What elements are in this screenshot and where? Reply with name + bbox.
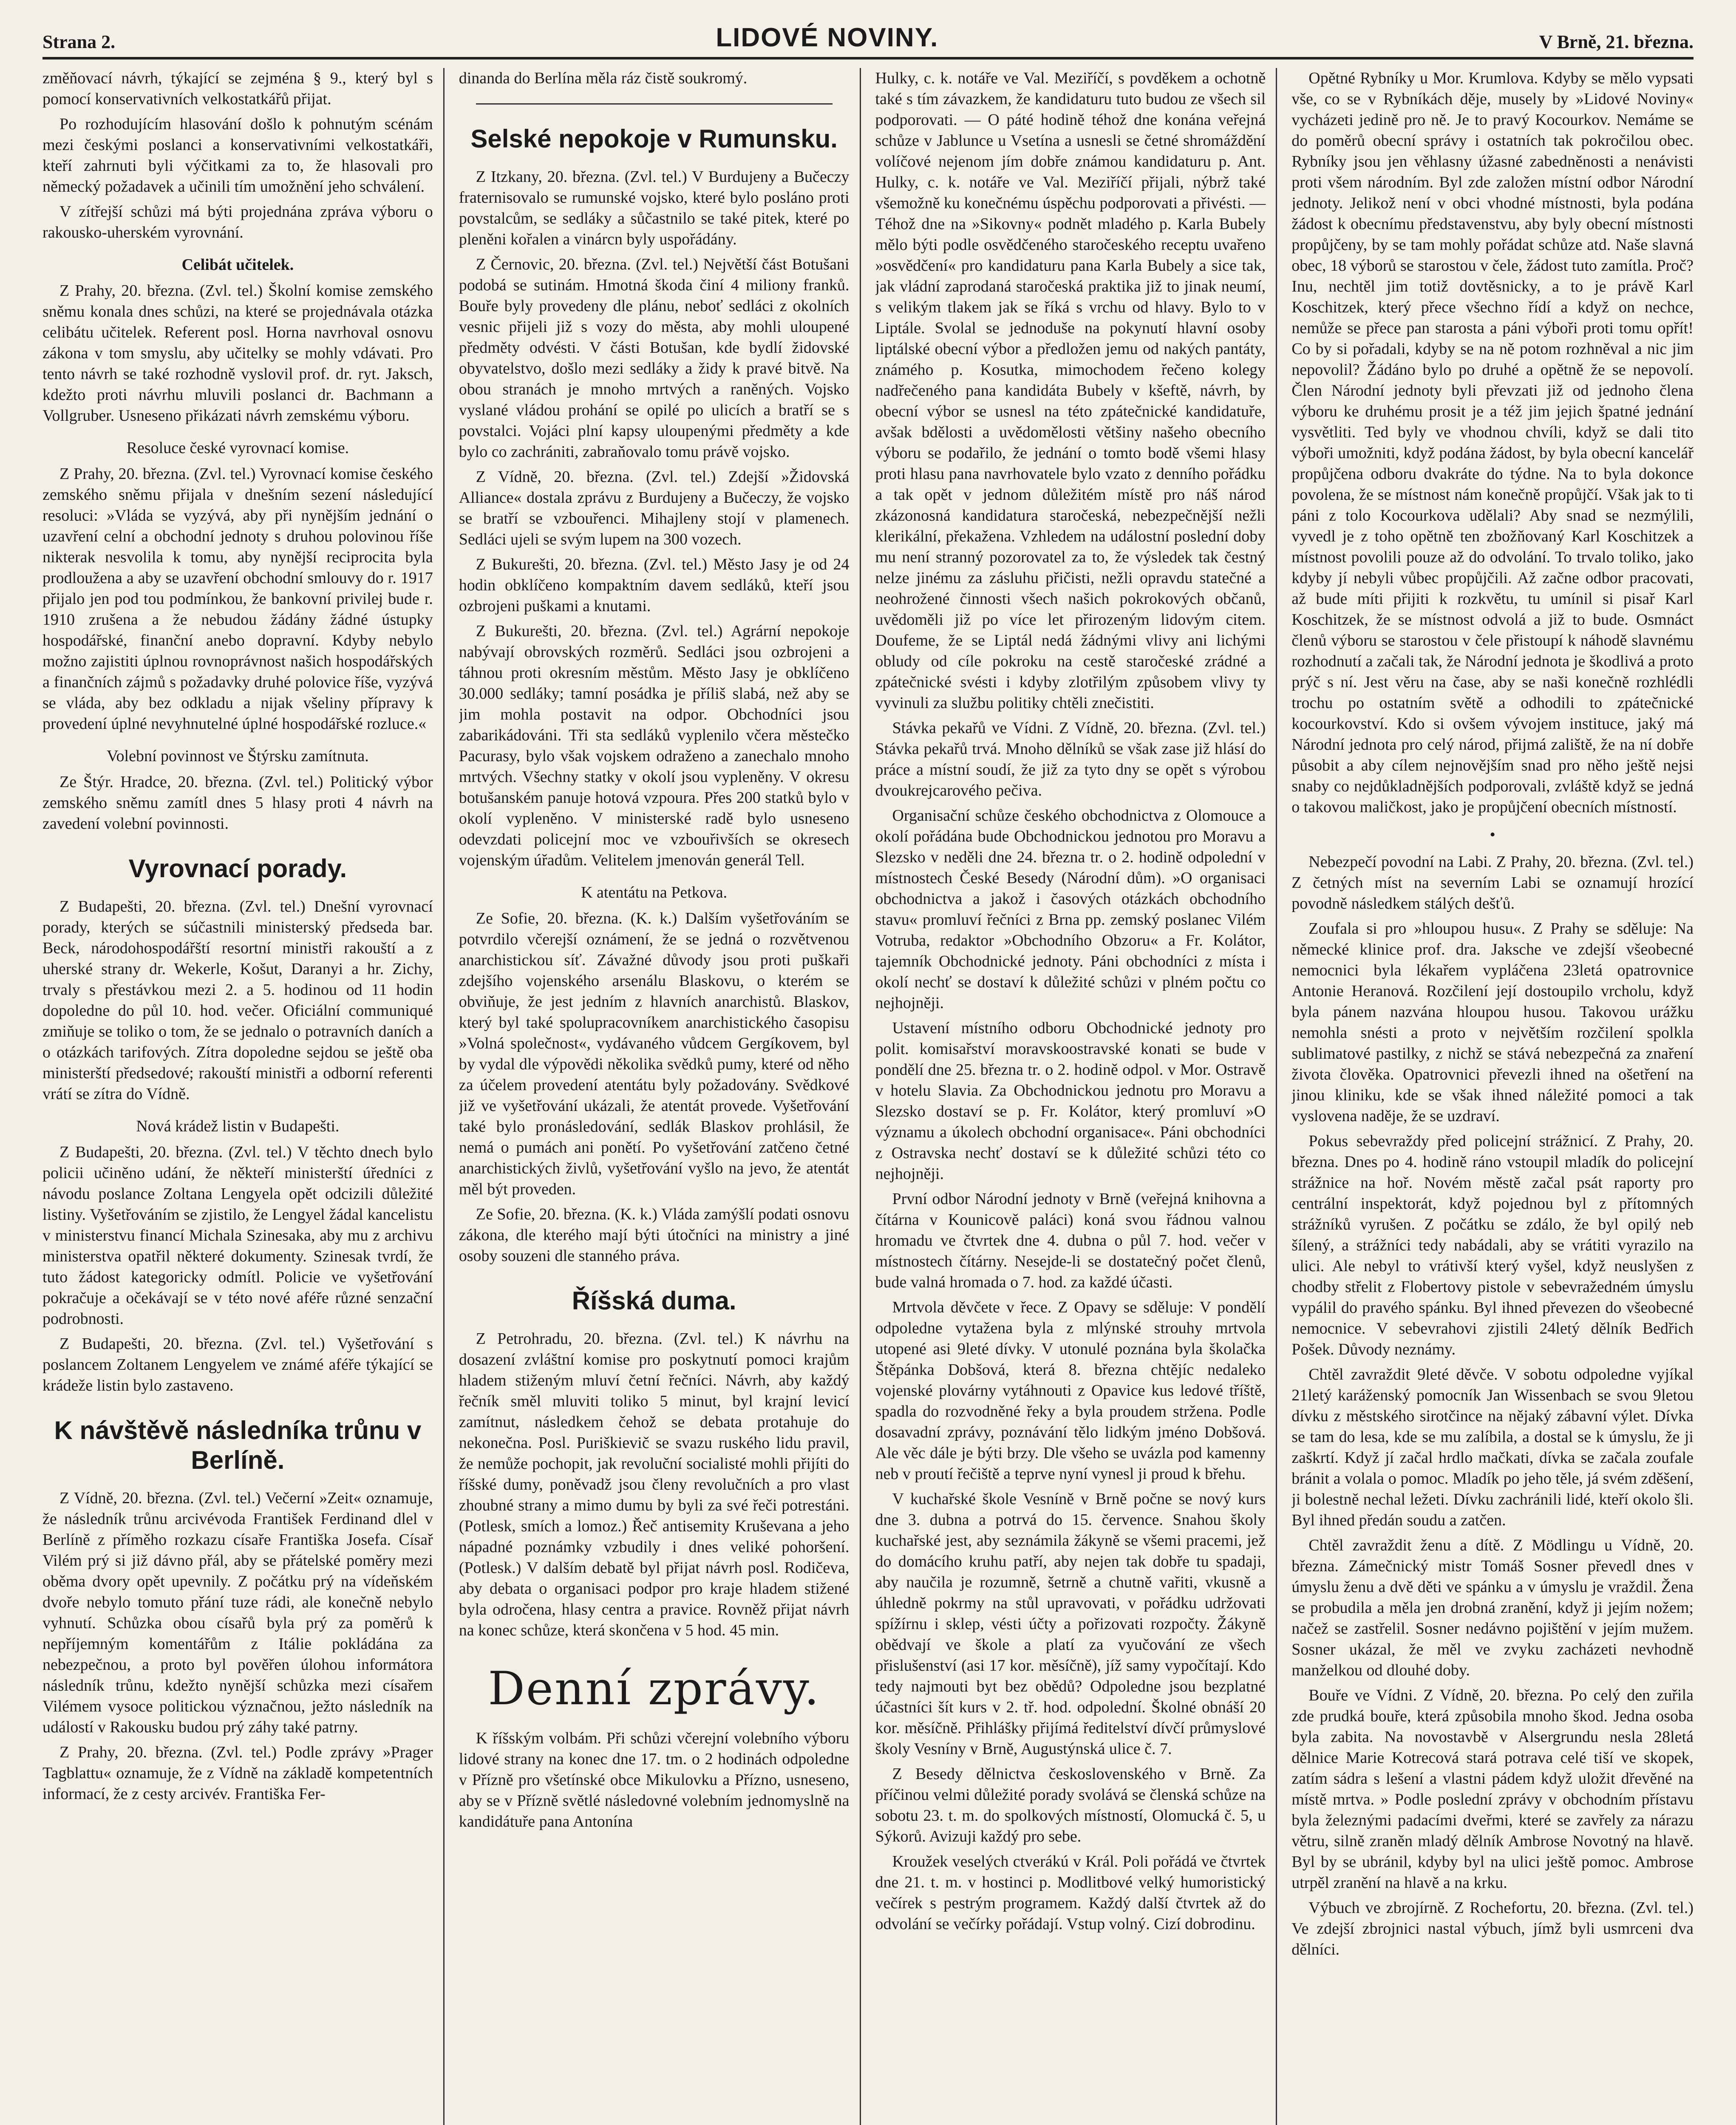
article-paragraph: Z Vídně, 20. března. (Zvl. tel.) Zdejší »Židovská Alliance« dostala zprávu z Burdujeny a Bučeczy, že vojsko se bratří se vzbouřenci. Mihajleny stojí v plamenech. Sedláci ujeli se svým lupem na 300 vozech. [459, 468, 850, 548]
article-paragraph: Ustavení místního odboru Obchodnické jednoty pro polit. komisařství moravskoostravské konati se bude v pondělí dne 25. března tr. o 2. hodině odpol. v Mor. Ostravě v hotelu Slavia. Za Obchodnickou jednotu pro Moravu a Slezsko dostaví se p. Fr. Kolátor, který promluví »O významu a úkolech obchodní organisace«. Páni obchodníci z Ostravska nechť dostaví se k důležité schůzi této co nejhojněji. [875, 1019, 1266, 1183]
article-paragraph: Stávka pekařů ve Vídni. Z Vídně, 20. března. (Zvl. tel.) Stávka pekařů trvá. Mnoho dělníků se však zase již hlásí do práce a místní soudí, že již za tyto dny se opět s výrobou dvoukrejcarového pečiva. [875, 719, 1266, 799]
article-paragraph: Z Budapešti, 20. března. (Zvl. tel.) Dnešní vyrovnací porady, kterých se súčastnili ministerský předseda bar. Beck, národohospodářští resortní ministři rakouští a z uherské strany dr. Wekerle, Košut, Daranyi a hr. Zichy, trvaly s přestávkou mezi 2. a 5. hodinou od 11 hodin dopoledne do půl 10. hod. večer. Oficiální communiqué zmiňuje se toliko o tom, že se jednalo o potravních daních a o otázkách tarifových. Zítra dopoledne sejdou se ještě oba ministerští předsedové; rakouští ministři a odborní referenti vrátí se zítra do Vídně. [42, 898, 433, 1103]
article-paragraph: Z Itzkany, 20. března. (Zvl. tel.) V Burdujeny a Bučeczy fraternisovalo se rumunské vojsko, které bylo posláno proti povstalcům, se sedláky a sůčastnilo se také pitek, které po pleněni kořalen a vinárcn byly uspořádány. [459, 168, 850, 248]
headline: Celibát učitelek. [181, 256, 294, 274]
section-title: Denní zprávy. [488, 1662, 820, 1715]
article-paragraph: Mrtvola děvčete v řece. Z Opavy se sděluje: V pondělí odpoledne vytažena byla z mlýnské strouhy mrtvola utopené asi 9leté dívky. V utonulé poznána byla školačka Štěpánka Dobšová, která 8. března chtějíc nedaleko vojenské plovárny vytáhnouti z Opavice kus ledové tříště, spadla do rozvodněné řeky a byla proudem stržena. Podle dosavadní zprávy, poznávání tělo lidkým jméno Dobšová. Ale věc dále je býti brzy. Dle všeho se uvázla pod kamenny neb v proutí řečiště a teprve nyní vynesl ji proud k břehu. [875, 1298, 1266, 1483]
article-paragraph: dinanda do Berlína měla ráz čistě soukromý. [459, 69, 748, 87]
article-paragraph: Z Budapešti, 20. března. (Zvl. tel.) V těchto dnech bylo policii učiněno udání, že někteří ministerští úředníci z návodu poslance Zoltana Lengyela opět odcizili důležité listiny. Vyšetřováním se zjistilo, že Lengyel žádal kancelistu v ministerstvu financí Michala Szinesaka, aby mu z archivu ministerstva opatřil některé dokumenty. Szinesak tvrdí, že tuto žádost kategoricky odmítl. Policie ve vyšetřování pokračuje a očekávají se v této nové aféře různé senzační podrobnosti. [42, 1143, 433, 1328]
article-paragraph: Chtěl zavraždit ženu a dítě. Z Mödlingu u Vídně, 20. března. Zámečnický mistr Tomáš Sosner převedl dnes v úmyslu ženu a dvě děti ve spánku a v úmyslu je vraždil. Žena se probudila a měla jen drobná zranění, když ji jejím nožem; načež se zastřelil. Sosner nedávno pojištění v jejím mužem. Sosner ukázal, že měl ve zvyku zacházeti nevhodně manželkou od dlouhé doby. [1291, 1536, 1694, 1679]
article-paragraph: Bouře ve Vídni. Z Vídně, 20. března. Po celý den zuřila zde prudká bouře, která způsobila mnoho škod. Jedna osoba byla zabita. Na novostavbě v Alsergrundu nesla 28letá dělnice Marie Kotrecová stará potrava celé tiší ve skopek, zatím sádra s lešení a vlastni pádem když uložit dřevěné na místě mrtva. » Podle poslední zprávy v obchodním přístavu byla železnými padacími dveřmi, které se zavřely za nárazu větru, silně zraněn mladý dělník Ambrose Novotný na hlavě. Byl by se ubránil, kdyby byl na ulici ještě pomoc. Ambrose utrpěl zranění na hlavě a na krku. [1291, 1686, 1694, 1892]
article-paragraph: Z Vídně, 20. března. (Zvl. tel.) Večerní »Zeit« oznamuje, že následník trůnu arcivévoda František Ferdinand dlel v Berlíně z příměho rozkazu císaře Františka Josefa. Císař Vilém prý si již dávno přál, aby se přátelské poměry mezi oběma dvory opět upevnily. Z počátku prý na vídeňském dvoře nebylo tomuto přání tuze rádi, ale konečně nebylo vyhnutí. Schůzka obou císařů byla prý za poměrů k nepříjemným komentářům z Itálie pokládána za nebezpečnou, a proto byl pověřen úlohou informátora následník trůnu, kdežto nynější schůzka mezi císařem Vilémem vysoce politickou význačnou, ježto následník na událostí v Rakousku budou prý záhy také patrny. [42, 1489, 433, 1736]
article-paragraph: Kroužek veselých ctverákú v Král. Poli pořádá ve čtvrtek dne 21. t. m. v hostinci p. Modlitbové velký humoristický večírek s pestrým programem. Každý další čtvrtek až do odvolání se večírky pořádají. Vstup volný. Cizí dobrodinu. [875, 1853, 1266, 1933]
headline: Volební povinnost ve Štýrsku zamítnuta. [106, 747, 369, 765]
newspaper-page [42, 23, 1694, 2125]
article-paragraph: Z Prahy, 20. března. (Zvl. tel.) Školní komise zemského sněmu konala dnes schůzi, na které se projednávala otázka celibátu učitelek. Referent posl. Horna navrhoval osnovu zákona v tom smyslu, aby učitelky se mohly vdávati. Pro tento návrh se také rozhodně vyslovil prof. dr. ryt. Jaksch, kdežto proti návrhu mluvili poslanci dr. Bachmann a Vollgruber. Usneseno přikázati návrh zemskému výboru. [42, 282, 433, 425]
article-paragraph: Z Prahy, 20. března. (Zvl. tel.) Vyrovnací komise českého zemského sněmu přijala v dnešním sezení následující resoluci: »Vláda se vyzývá, aby při nynějším jednání o uzavření celní a obchodní jednoty s druhou polovinou říše nikterak nesvolila k tomu, aby nynější reciprocita byla prodloužena a aby se uzavření obchodní smlouvy do r. 1917 přijalo jen pod tou podmínkou, že bankovní privilej bude r. 1910 zrušena a že nebudou žádány žádné ústupky hospodářské, finanční anebo dopravní. Kdyby nebylo možno zajistiti úplnou rovnoprávnost našich hospodářských a finančních zájmů s požadavky druhé polovice říše, vyzývá se vláda, aby bez odkladu a nijak všeliny přípravy k provedení úplné nevyhnutelné úplné hospodářské rozluce.« [42, 465, 433, 733]
page-header [42, 23, 1694, 60]
separator: • [1490, 826, 1495, 844]
article-paragraph: Z Bukurešti, 20. března. (Zvl. tel.) Agrární nepokoje nabývají obrovských rozměrů. Sedláci jsou ozbrojeni a táhnou proti okresním městům. Město Jasy je obklíčeno 30.000 sedláky; tamní posádka je příliš slabá, než aby se jim mohla postavit na odpor. Obchodníci jsou zabarikádováni. Tři sta sedláků vyplenilo včera městečko Pacurasy, bylo však vojskem odraženo a zanechalo mnoho mrtvých. Všechny statky v okolí jsou vypleněny. V okresu botušanském panuje hotová vzpoura. Přes 200 statků bylo v okolí vypleněno. V ministerské radě bylo usneseno odevzdati policejní moc ve vzbouřivších se okresech vojenským úřadům. Velitelem jmenován generál Tell. [459, 622, 850, 869]
column-1 [42, 68, 445, 2125]
article-paragraph: První odbor Národní jednoty v Brně (veřejná knihovna a čítárna v Kounicově paláci) koná svou řádnou valnou hromadu ve čtvrtek dne 4. dubna o půl 7. hod. večer v místnostech čítárny. Nesejde-li se dostatečný počet členů, bude valná hromada o 7. hod. za každé účasti. [875, 1190, 1266, 1291]
article-paragraph: Ze Sofie, 20. března. (K. k.) Dalším vyšetřováním se potvrdilo včerejší oznámení, že se jedná o rozvětvenou anarchistickou síť. Závažné důvody jsou proti puškaři zdejšího vojenského arsenálu Blaskovu, o kterém se obviňuje, že jest jedním z hlavních anarchistů. Blaskov, který byl také spolupracovníkem anarchistického časopisu »Volná společnost«, vydávaného vůdcem Gergíkovem, byl by vydal dle výpovědi několika svědků pumy, které od něho za účelem provedení atentátu byly požadovány. Svědkové již ve vyšetřování ukázali, že atentát provede. Vyšetřování také bylo pronásledování, sedlák Blaskov prohlásil, že nemá o pumách ani ponětí. Po vyšetřování zatčeno četné anarchistických živlů, vyšetřování vyšlo na jevo, že atentát měl být proveden. [459, 910, 850, 1198]
article-paragraph: Z Bukurešti, 20. března. (Zvl. tel.) Město Jasy je od 24 hodin obklíčeno kompaktním davem sedláků, kteří jsou ozbrojeni puškami a knutami. [459, 555, 850, 615]
article-paragraph: Z Budapešti, 20. března. (Zvl. tel.) Vyšetřování s poslancem Zoltanem Lengyelem ve známé aféře týkající se krádeže listin bylo zastaveno. [42, 1335, 433, 1394]
headline: K atentátu na Petkova. [581, 884, 728, 901]
headline: Resoluce české vyrovnací komise. [126, 439, 349, 457]
article-paragraph: Z Besedy dělnictva československého v Brně. Za příčinou velmi důležité porady svolává se členská schůze na sobotu 23. t. m. do spolkových místností, Olomucká č. 5, u Sýkorů. Avizuji každý pro sebe. [875, 1765, 1266, 1845]
headline: K návštěvě následníka trůnu v Berlíně. [54, 1416, 422, 1474]
masthead: LIDOVÉ NOVINY. [716, 23, 939, 52]
column-4 [1291, 68, 1694, 2125]
column-3 [875, 68, 1277, 2125]
article-paragraph: V kuchařské škole Vesníně v Brně počne se nový kurs dne 3. dubna a potrvá do 15. července. Snahou školy kuchařské jest, aby seznámila žákyně se všemi pracemi, jež do domácího kruhu patří, aby nejen tak dobře tu spadaji, aby naučila je rozumně, šetrně a chutně vařiti, vkusně a úhledně pokrmy na stůl upravovati, v pořádku udržovati spížírnu i sklep, vésti účty a pořizovati rozpočty. Žákyně obědvají ve škole a platí za vyučování ze všech přislušenství (asi 17 kor. měsíčně), jíž samy vypočítají. Kdo tedy najmouti byt bez obědů? Odpoledne jsou bezplatné účastníci šít kurs v 2. tř. hod. odpolední. Školné obnáší 20 kor. měsíčně. Přihlášky přijímá ředitelství dívčí průmyslové školy Vesníny v Brně, Augustýnská ulice č. 7. [875, 1490, 1266, 1758]
headline: Říšská duma. [572, 1286, 736, 1315]
article-paragraph: Pokus sebevraždy před policejní strážnicí. Z Prahy, 20. března. Dnes po 4. hodině ráno vstoupil mladík do policejní strážnice na hoř. Novém městě začal psát raporty pro centrální inspektorát, když pojednou byl z přítomných strážníků vyrušen. Z počátku se zdálo, že byl opilý neb šílený, a strážníci tedy nabádali, aby se vrátiti vyrazilo na ulici. Ale nebyl to vrátivší který vyšel, když neuslyšen z chodby střelit z Flobertovy pistole v sebevražedném úmyslu vypálil do pravého spánku. Byl ihned převezen do všeobecné nemocnice. V sebevrahovi zjistili 24letý dělník Bedřich Pošek. Důvody neznámy. [1291, 1132, 1694, 1358]
divider [476, 103, 833, 105]
article-paragraph: změňovací návrh, týkající se zejména § 9., který byl s pomocí konservativních velkostatkářů přijat. [42, 69, 433, 108]
article-paragraph: Výbuch ve zbrojírně. Z Rochefortu, 20. března. (Zvl. tel.) Ve zdejší zbrojnici nastal výbuch, jímž byli usmrceni dva dělníci. [1291, 1899, 1694, 1958]
article-paragraph: Nebezpečí povodní na Labi. Z Prahy, 20. března. (Zvl. tel.) Z četných míst na severním Labi se oznamují hrozící povodně následkem stálých dešťů. [1291, 853, 1694, 912]
article-paragraph: Hulky, c. k. notáře ve Val. Meziříčí, s povděkem a ochotně také s tím závazkem, že kandidaturu tuto budou ze všech sil podporovati. — O páté hodině téhož dne konána veřejná schůze v Jablunce u Vsetína a usnesli se četné shromáždění volíčové nejenom jím dobře známou kandidaturu p. Ant. Hulky, c. k. notáře ve Val. Meziříčí přijali, nýbrž také všemožně ku konečnému úspěchu podporovati a přivésti. — Téhož dne na »Sikovny« podnět mladého p. Karla Bubely mělo býti podle osvědčeného staročeského receptu uvařeno »osvědčení« pro kandidaturu pana Karla Bubely a sice tak, jak vládní zaprodaná staročeská praktika již to jinak neumí, s velikým tlakem jak se říká s vrchu od hlavy. Bylo to v Liptále. Svolal se jednoduše na pokynutí hlavní osoby liptálské obecní výbor a předložen jemu od nakých pantáty, známého p. Kosutka, mimochodem řečeno kolegy nadřečeného pana kandidáta Bubely v kšeftě, návrh, by obecní výbor se usnesl na této zpátečnické kandidatuře, avšak bdělosti a uvědomělosti většiny našeho obecního výboru se podařilo, že jednání o tomto bodě všemi hlasy proti hlasu pana navrhovatele bylo vzato z denního pořádku a tak opět v jednom důležitém místě pro náš národ zkázonosná kandidatura staročeská, nebezpečnější nežli klerikální, překažena. Vzhledem na událostní poslední doby mu není stranný pozorovatel za to, že výsledek tak čestný nelze jinému za zásluhu přičisti, nežli opravdu statečné a neohrožené činnosti všech našich pokrokových občanů, uvědoměli již po více let přirozeným lidovým citem. Doufeme, že se Liptál nedá žádnými vlivy ani lichými obludy od cíle pokroku na cestě staročeské zrádné a zpátečnické svésti i kdyby zlotřilým způsobem vlivy ty vyvinuli za službu politiky chtěli znečistiti. [875, 69, 1266, 712]
article-paragraph: Ze Štýr. Hradce, 20. března. (Zvl. tel.) Politický výbor zemského sněmu zamítl dnes 5 hlasy proti 4 návrh na zavedení volební povinnosti. [42, 773, 433, 833]
headline: Nová krádež listin v Budapešti. [136, 1117, 340, 1135]
article-paragraph: Z Černovic, 20. března. (Zvl. tel.) Největší část Botušani podobá se sutinám. Hmotná škoda činí 4 miliony franků. Bouře byly provedeny dle plánu, neboť sedláci z okolních vesnic přijeli již s vozy do města, aby mohli uloupené předměty odvésti. V části Botušan, kde bydlí židovské obyvatelstvo, došlo mezi sedláky a židy k pravé bitvě. Na obou stranách je mnoho mrtvých a raněných. Vojsko vyslané vládou prohání se opilé po ulicích a bratří se s povstalci. Vojáci plní kapsy uloupenými předměty a kde bylo co zachrániti, zabraňovalo tomu právě vojsko. [459, 255, 850, 461]
article-paragraph: Po rozhodujícím hlasování došlo k pohnutým scénám mezi českými poslanci a konservativními velkostatkáři, kteří zahrnuti byli výčitkami za to, že hlasovali pro německý požadavek a učinili tím umožnění jeho schválení. [42, 115, 433, 196]
article-paragraph: Opětné Rybníky u Mor. Krumlova. Kdyby se mělo vypsati vše, co se v Rybníkách děje, musely by »Lidové Noviny« vycházeti jedině pro ně. Je to pravý Kocourkov. Nemáme se do poměrů obecní správy i ostatních tak pokročilou obec. Rybníky jsou jen věhlasny úžasné zabedněnosti a nenávisti proti všem národním. Byl zde založen místní odbor Národní jednoty. Jelikož není v obci vhodné místnosti, byla podána žádost k obecnímu představenstvu, aby byly obecní místnosti propůjčeny, by se tam mohly pořádat schůze atd. Naše slavná obec, 18 výborů se starostou v čele, žádost tuto zamítla. Proč? Inu, nechtěl jim totiž dovtěsnicky, a to je právě Karl Koschitzek, který přece všechno řídí a když on nechce, nemůže se přece pan starosta a páni výboři proti tomu opřít! Co by si pořadali, kdyby se na ně potom rozhněval a nic jim nepovolil? Žádáno bylo po druhé a opětně že se nepovolí. Člen Národní jednoty byli převzati již od jednoho člena výboru ke druhému prosit je a též jim jejich špatné jednání vysvětliti. Ted byly ve vhodnou chvíli, když se dali tito výboři umožniti, když podána žádost, by byla obecní kancelář propůjčena odboru dvakráte do týdne. Na to byla dokonce povolena, že se místnost nám konečně propůjčí. Však jak to ti páni z tolo Kocourkova udělali? Aby snad se nezmýlili, vyvedl je z toho opětně ten zbožňovaný Karl Koschitzek a místnost povolili pouze až do odvolání. To trvalo toliko, jako kdyby jí nebyli vůbec propůjčili. Až začne odbor pracovati, až bude míti přijiti k rozkvětu, tu umínil si pisař Karl Koschitzek, že se místnost odvolá a již to bude. Osmnáct členů výboru se starostou v čele přistoupí k náhodě slavnému rozhodnutí a začali tak, že Národní jednota je škodlivá a proto prýč s ní. Jest věru na čase, aby se naši konečně rozhlédli trochu po ostatním světě a odhodili to zpátečnické kocourkovství. Kdo si ovšem vývojem instituce, jaký má Národní jednota pro celý národ, přijmá zaliště, že na ní dobře působit a aby cílem nejnovějším snad pro něho ještě nejsi snaby co nejdůkladnějších podporovali, zvláště když se jedná o takovou maličkost, jako je propůjčení obecních místností. [1291, 69, 1694, 816]
page-number: Strana 2. [42, 31, 116, 52]
article-paragraph: Ze Sofie, 20. března. (K. k.) Vláda zamýšlí podati osnovu zákona, dle kterého mají býti útočníci na ministry a jiné osoby souzeni dle stanného práva. [459, 1205, 850, 1265]
article-paragraph: Z Petrohradu, 20. března. (Zvl. tel.) K návrhu na dosazení zvláštní komise pro poskytnutí pomoci krajům hladem stiženým mluví četní řečníci. Návrh, aby každý řečník směl mluviti toliko 5 minut, byl krajní levicí zamítnut, následkem čehož se debata protahuje do nekonečna. Posl. Puriškievič se svazu ruského lidu pravil, že nemůže pochopit, jak revoluční socialisté mohli přijíti do říšské dumy, poněvadž jsou členy revolučních a pro vlast zhoubné strany a mimo dumu by byli za své řeči potrestáni. (Potlesk, smích a lomoz.) Řeč antisemity Kruševana a jeho nápadné poznámky vzbudily i dnes veliké pohoršení. (Potlesk.) V dalším debatě byl přijat návrh posl. Rodičeva, aby debata o organisaci podpor pro kraje hladem stižené byla odročena, hlasy centra a pravice. Rovněž přijat návrh na konec schůze, která skončena v 5 hod. 45 min. [459, 1330, 850, 1639]
headline: Selské nepokoje v Rumunsku. [470, 125, 838, 153]
dateline: V Brně, 21. března. [1539, 31, 1694, 52]
article-paragraph: Zoufala si pro »hloupou husu«. Z Prahy se sděluje: Na německé klinice prof. dra. Jaksche ve zdejší všeobecné nemocnici byla lékařem vypláčena 23letá opatrovnice Antonie Heranová. Rozčilení její dostoupilo vrcholu, když byla pánem nazvána hloupou husou. Takovou urážku nemohla snésti a proto v největším rozčilení spolkla sublimatové pastilky, z nichž se stává nebezpečná za znaření života člověka. Opatrovnici převezli ihned na ošetření na jinou kliniku, kde se však ihned náležité pomoci a tak vyslovena naděje, že se uzdraví. [1291, 920, 1694, 1125]
article-paragraph: Chtěl zavraždit 9leté děvče. V sobotu odpoledne vyjíkal 21letý karáženský pomocník Jan Wissenbach se svou 9letou dívku z městského sirotčince na nějaký zábavní výlet. Dívka se tam do lesa, kde se mu zalíbila, a dostal se k úmyslu, že ji zaškrtí. Když jí začal hrdlo mačkati, dívka se začala zoufale bránit a volala o pomoc. Mladík po jeho těle, já svém zděšení, ji bolestně nechal ležeti. Dívku zachránili lidé, kteří okolo šli. Byl ihned předán soudu a zatčen. [1291, 1366, 1694, 1529]
article-paragraph: Organisační schůze českého obchodnictva z Olomouce a okolí pořádána bude Obchodnickou jednotou pro Moravu a Slezsko v neděli dne 24. března tr. o 2. hodině odpolední v místnostech České Besedy (Národní dům). »O organisaci obchodnictva a jakož i časových otázkách obchodního stavu« promluví řečníci z Brna pp. zemský poslanec Vilém Votruba, redaktor »Obchodního Obzoru« a Fr. Kolátor, tajemník Obchodnické jednoty. Páni obchodníci z místa i okolí nechť se dostaví k důležité schůzi v plném počtu co nejhojněji. [875, 807, 1266, 1012]
column-2 [459, 68, 861, 2125]
article-paragraph: K říšským volbám. Při schůzi včerejní volebního výboru lidové strany na konec dne 17. tm. o 2 hodinách odpoledne v Přízně pro všetínské obce Mikulovku a Přízno, usneseno, aby se v Přízně světlé následovné volebním jednomyslně na kandidátuře pana Antonína [459, 1729, 850, 1830]
article-paragraph: Z Prahy, 20. března. (Zvl. tel.) Podle zprávy »Prager Tagblattu« oznamuje, že z Vídně na základě kompetentních informací, že z cesty arcivév. Františka Fer- [42, 1743, 433, 1803]
headline: Vyrovnací porady. [128, 854, 347, 883]
columns [42, 68, 1694, 2125]
article-paragraph: V zítřejší schůzi má býti projednána zpráva výboru o rakousko-uherském vyrovnání. [42, 203, 433, 241]
